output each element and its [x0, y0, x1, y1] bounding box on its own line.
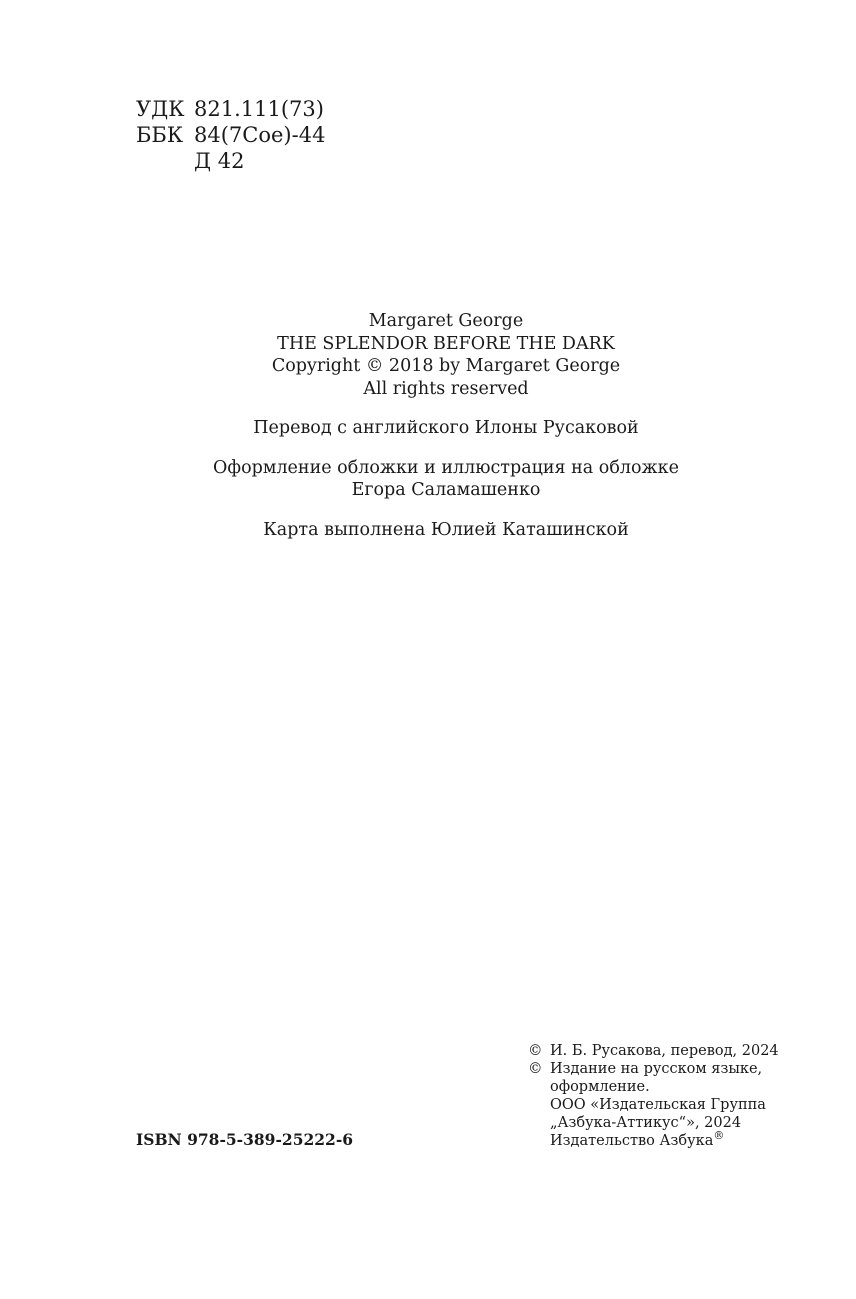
registered-trademark-icon: ® — [713, 1129, 725, 1143]
map-block — [0, 519, 856, 542]
cover-design-block — [0, 457, 856, 502]
edition-copyright-line-2: оформление. — [550, 1079, 650, 1095]
edition-copyright-line-1: Издание на русском языке, — [550, 1061, 763, 1077]
author-mark-row — [136, 148, 325, 174]
credits-block — [0, 310, 856, 541]
copyright-block — [528, 1042, 779, 1150]
bbk-value: 84(7Сое)-44 — [194, 123, 326, 147]
copyright-icon: © — [528, 1043, 543, 1059]
udk-label: УДК — [136, 97, 185, 121]
original-copyright: Copyright © 2018 by Margaret George — [271, 356, 621, 376]
author-mark-value: Д 42 — [194, 149, 245, 173]
author-name: Margaret George — [368, 311, 524, 331]
edition-copyright-line-5 — [528, 1129, 779, 1150]
map-credit: Карта выполнена Юлией Каташинской — [263, 519, 629, 540]
cover-design-credit: Оформление обложки и иллюстрация на обложке — [213, 457, 679, 478]
original-edition-block — [0, 310, 856, 400]
cover-designer-name: Егора Саламашенко — [351, 480, 541, 500]
translation-credit: Перевод с английского Илоны Русаковой — [253, 418, 639, 438]
translation-block — [0, 417, 856, 440]
classification-block — [136, 96, 325, 174]
bbk-label: ББК — [136, 123, 184, 147]
udk-value: 821.111(73) — [194, 97, 324, 121]
copyright-icon: © — [528, 1061, 543, 1077]
author-mark-label — [136, 148, 194, 174]
rights-reserved: All rights reserved — [363, 378, 529, 399]
bbk-row — [136, 122, 325, 148]
edition-copyright — [528, 1060, 779, 1078]
translator-copyright-text: И. Б. Русакова, перевод, 2024 — [550, 1043, 779, 1059]
edition-copyright-line-3: ООО «Издательская Группа — [550, 1097, 766, 1113]
original-title: THE SPLENDOR BEFORE THE DARK — [277, 333, 615, 354]
publisher-name: Издательство Азбука — [550, 1133, 714, 1149]
isbn: ISBN 978-5-389-25222-6 — [136, 1130, 354, 1149]
edition-copyright-line-4: „Азбука-Аттикус“», 2024 — [550, 1115, 742, 1131]
translator-copyright — [528, 1042, 779, 1060]
udk-row — [136, 96, 325, 122]
